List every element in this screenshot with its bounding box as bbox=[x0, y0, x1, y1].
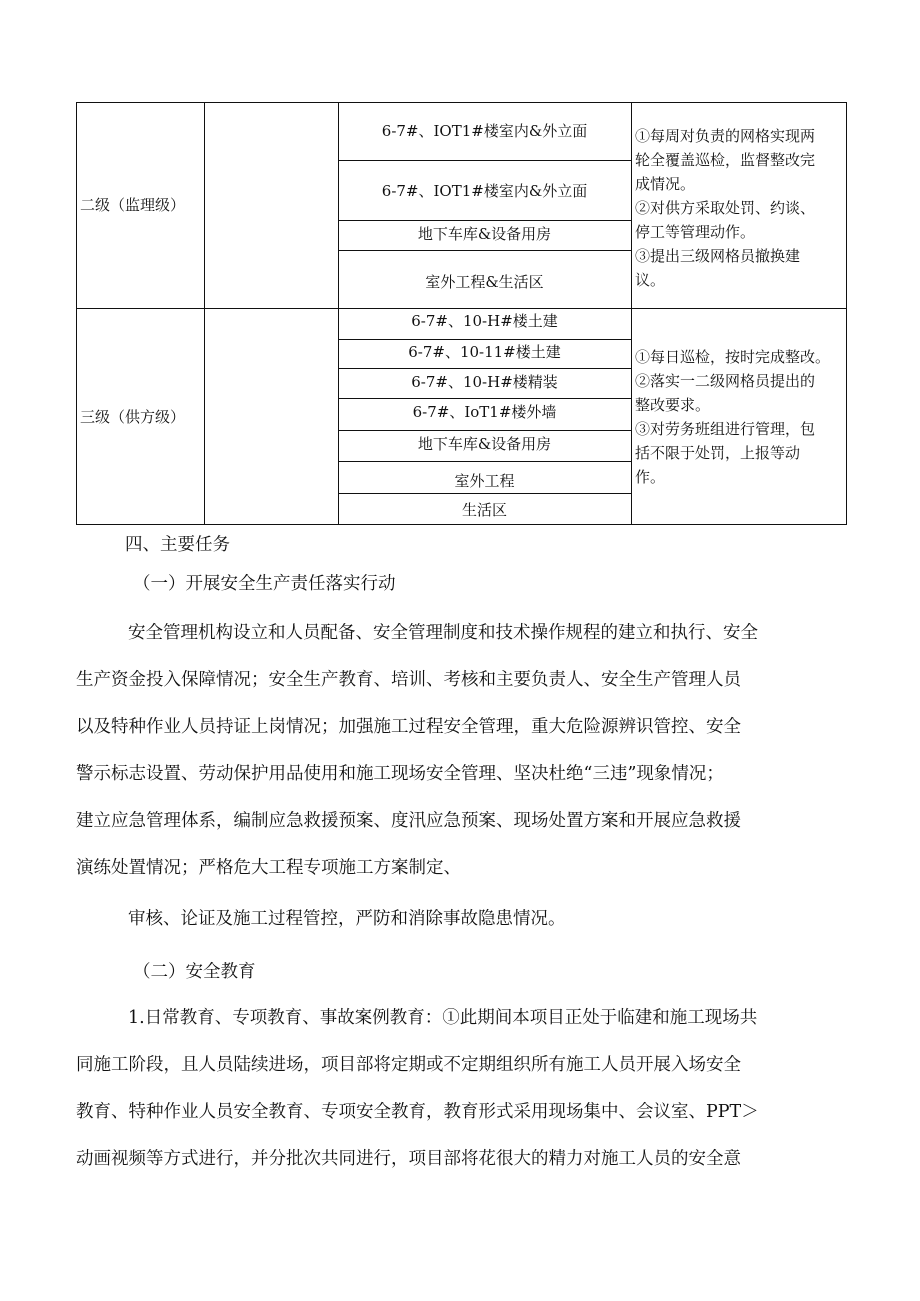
duty-line: ③提出三级网格员撤换建 bbox=[635, 247, 801, 265]
grid-area-item: 地下车库&设备用房 bbox=[417, 225, 552, 243]
duty-line: 作。 bbox=[635, 468, 666, 486]
paragraph-line: 教育、特种作业人员安全教育、专项安全教育，教育形式采用现场集中、会议室、PPT＞ bbox=[76, 1102, 759, 1122]
grid-area-item: 6-7#、10-11#楼土建 bbox=[408, 343, 561, 361]
paragraph bbox=[76, 896, 846, 943]
duty-line: 轮全覆盖巡检，监督整改完 bbox=[635, 151, 816, 169]
table-border-top bbox=[76, 102, 847, 103]
paragraph-line: 警示标志设置、劳动保护用品使用和施工现场安全管理、坚决杜绝“三违”现象情况； bbox=[76, 764, 724, 784]
grid-area-item: 6-7#、IoT1#楼外墙 bbox=[412, 403, 557, 421]
paragraph-line: 建立应急管理体系，编制应急救援预案、度汛应急预案、现场处置方案和开展应急救援 bbox=[76, 811, 741, 831]
grid-area-item: 室外工程 bbox=[454, 472, 515, 490]
duty-line: 成情况。 bbox=[635, 175, 696, 193]
grid-area-item: 6-7#、10-H#楼土建 bbox=[411, 312, 558, 330]
paragraph-line: 同施工阶段，且人员陆续进场，项目部将定期或不定期组织所有施工人员开展入场安全 bbox=[76, 1055, 741, 1075]
grid-area-item: 室外工程&生活区 bbox=[425, 273, 544, 291]
table-row-divider bbox=[338, 398, 631, 399]
table-row-divider bbox=[338, 493, 631, 494]
duty-line: ①每日巡检，按时完成整改。 bbox=[635, 348, 831, 366]
grid-management-table bbox=[76, 102, 847, 525]
duties-note bbox=[635, 345, 843, 489]
table-row-divider bbox=[338, 250, 631, 251]
grid-area-item: 6-7#、IOT1#楼室内&外立面 bbox=[381, 182, 588, 200]
table-col-divider bbox=[631, 102, 632, 525]
table-row-divider bbox=[338, 430, 631, 431]
table-row-divider bbox=[338, 220, 631, 221]
duty-line: 整改要求。 bbox=[635, 396, 711, 414]
paragraph-line: 安全管理机构设立和人员配备、安全管理制度和技术操作规程的建立和执行、安全 bbox=[128, 623, 758, 643]
duty-line: 括不限于处罚，上报等动 bbox=[635, 444, 801, 462]
table-col-divider bbox=[204, 102, 205, 525]
subsection-heading: （一）开展安全生产责任落实行动 bbox=[133, 574, 396, 594]
paragraph-line: 生产资金投入保障情况；安全生产教育、培训、考核和主要负责人、安全生产管理人员 bbox=[76, 670, 741, 690]
paragraph-line: 动画视频等方式进行，并分批次共同进行，项目部将花很大的精力对施工人员的安全意 bbox=[76, 1149, 741, 1169]
paragraph-line: 演练处置情况；严格危大工程专项施工方案制定、 bbox=[76, 858, 461, 878]
paragraph-line: 1.日常教育、专项教育、事故案例教育：①此期间本项目正处于临建和施工现场共 bbox=[128, 1008, 758, 1028]
duty-line: 议。 bbox=[635, 271, 666, 289]
table-row-divider bbox=[338, 160, 631, 161]
grid-area-item: 生活区 bbox=[461, 501, 507, 519]
table-border-right bbox=[846, 102, 847, 525]
paragraph-line: 以及特种作业人员持证上岗情况；加强施工过程安全管理，重大危险源辨识管控、安全 bbox=[76, 717, 741, 737]
level-label: 三级（供方级） bbox=[80, 408, 186, 426]
table-row-divider bbox=[338, 368, 631, 369]
section-heading: 四、主要任务 bbox=[125, 535, 230, 555]
duties-note bbox=[635, 124, 843, 292]
table-border-left bbox=[76, 102, 77, 525]
table-border-bottom bbox=[76, 524, 847, 525]
paragraph bbox=[76, 995, 846, 1183]
grid-area-item: 地下车库&设备用房 bbox=[417, 435, 552, 453]
grid-area-item: 6-7#、10-H#楼精装 bbox=[411, 373, 558, 391]
grid-area-item: 6-7#、IOT1#楼室内&外立面 bbox=[381, 122, 588, 140]
table-row-divider bbox=[338, 461, 631, 462]
level-label: 二级（监理级） bbox=[80, 196, 186, 214]
paragraph-line: 审核、论证及施工过程管控，严防和消除事故隐患情况。 bbox=[128, 909, 566, 929]
duty-line: ②落实一二级网格员提出的 bbox=[635, 372, 816, 390]
subsection-heading: （二）安全教育 bbox=[133, 962, 256, 982]
duty-line: 停工等管理动作。 bbox=[635, 223, 756, 241]
duty-line: ③对劳务班组进行管理，包 bbox=[635, 420, 816, 438]
duty-line: ②对供方采取处罚、约谈、 bbox=[635, 199, 816, 217]
paragraph bbox=[76, 610, 846, 892]
duty-line: ①每周对负责的网格实现两 bbox=[635, 127, 816, 145]
